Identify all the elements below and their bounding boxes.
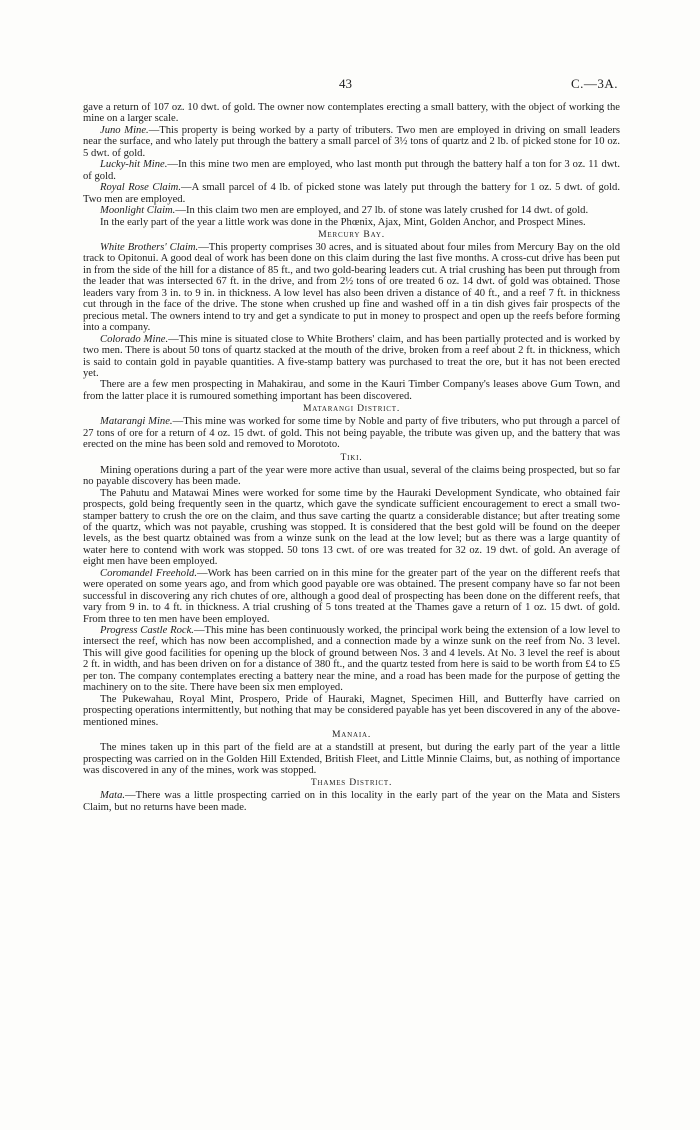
section-heading-mercury-bay: Mercury Bay. — [318, 228, 385, 240]
section-heading-manaia: Manaia. — [331, 729, 372, 741]
page-header — [0, 76, 700, 92]
paragraph: Lucky-hit Mine.—In this mine two men are employed, who last month put through the battery half a ton for 3 oz. 11 dwt. of gold. — [83, 159, 620, 182]
paragraph-title: Matarangi Mine. — [100, 416, 173, 428]
paragraph-title: Mata. — [100, 790, 126, 802]
paragraph-title: Royal Rose Claim. — [100, 182, 181, 194]
paragraph-title: White Brothers' Claim. — [100, 241, 199, 253]
section-heading-matarangi: Matarangi District. — [302, 403, 401, 415]
paragraph: gave a return of 107 oz. 10 dwt. of gold. The owner now contemplates erecting a small battery, with the object of working the mine on a larger scale. — [83, 102, 620, 125]
section-heading-tiki: Tiki. — [340, 451, 363, 463]
paragraph: The Pahutu and Matawai Mines were worked for some time by the Hauraki Development Syndicate, who obtained fair prospects, gold being frequently seen in the quartz, which gave the syndicate sufficient encouragement to erect a small two-stamper battery to crush the ore on the claim, and thus save carting the quartz a considerable distance; but after treating some of the quartz, which was not payable, crushing was stopped. It is considered that the best gold will be found on the deeper levels, as the best quartz obtained was from a winze sunk on the lead at the low level; but as there was a large quantity of water here to contend with work was stopped. 50 tons 13 cwt. of ore was treated for 32 oz. 19 dwt. of gold. An average of eight men have been employed. — [83, 487, 620, 568]
paragraph: In the early part of the year a little work was done in the Phœnix, Ajax, Mint, Golden Anchor, and Prospect Mines. — [100, 216, 586, 228]
document-body — [83, 102, 620, 813]
paragraph-title: Juno Mine. — [100, 124, 149, 136]
paragraph: There are a few men prospecting in Mahakirau, and some in the Kauri Timber Company's leases above Gum Town, and from the latter place it is rumoured something important has been discovered. — [83, 379, 620, 402]
paragraph: Moonlight Claim.—In this claim two men are employed, and 27 lb. of stone was lately crushed for 14 dwt. of gold. — [100, 205, 589, 217]
paragraph: Mining operations during a part of the year were more active than usual, several of the claims being prospected, but so far no payable discovery has been made. — [83, 464, 620, 488]
report-code: C.—3A. — [571, 76, 619, 91]
paragraph-title: Moonlight Claim. — [100, 205, 176, 217]
paragraph-title: Colorado Mine. — [100, 333, 169, 345]
paragraph: Coromandel Freehold.—Work has been carried on in this mine for the greater part of the year on the different reefs that were operated on some years ago, and from which good payable ore was obtained. The present company have so far not been successful in discovering any rich chutes of ore, although a good deal of prospecting has been done on the different reefs, that vary from 9 in. to 4 ft. in thickness. A trial crushing of 5 tons treated at the Thames gave a return of 1 oz. 15 dwt. of gold. From three to ten men have been employed. — [83, 567, 620, 625]
paragraph: Juno Mine.—This property is being worked by a party of tributers. Two men are employed in driving on small leaders near the surface, and who lately put through the battery a small parcel of 3½ tons of quartz and 2 lb. of picked stone for 10 oz. 5 dwt. of gold. — [83, 124, 620, 159]
paragraph-title: Progress Castle Rock. — [100, 625, 194, 637]
paragraph: Progress Castle Rock.—This mine has been continuously worked, the principal work being the extension of a low level to intersect the reef, which has now been accomplished, and a connection made by a winze sunk on the reef from No. 3 level. This will give good facilities for opening up the block of ground between Nos. 3 and 4 levels. At No. 3 level the reef is about 2 ft. in width, and has been driven on for a distance of 380 ft., and the quartz tested from here is said to be worth from £4 to £5 per ton. The company contemplates erecting a battery near the mine, and a road has been made for the purpose of getting the machinery on to the site. There have been six men employed. — [83, 625, 620, 694]
paragraph-title: Coromandel Freehold. — [100, 567, 197, 579]
paragraph-title: Lucky-hit Mine. — [100, 159, 168, 171]
page-number: 43 — [339, 76, 352, 91]
paragraph: Royal Rose Claim.—A small parcel of 4 lb. of picked stone was lately put through the battery for 1 oz. 5 dwt. of gold. Two men are employed. — [83, 182, 620, 205]
paragraph: The Pukewahau, Royal Mint, Prospero, Pride of Hauraki, Magnet, Specimen Hill, and Butterfly have carried on prospecting operations intermittently, but nothing that may be considered payable has yet been discovered in any of the above-mentioned mines. — [83, 693, 620, 728]
paragraph: White Brothers' Claim.—This property comprises 30 acres, and is situated about four miles from Mercury Bay on the old track to Opitonui. A good deal of work has been done on this claim during the last five months. A cross-cut drive has been put in from the side of the hill for a distance of 85 ft., and two gold-bearing leaders cut. A trial crushing has been put through from the leader that was intersected 67 ft. in the drive, and from 2½ tons of ore treated 6 oz. 14 dwt. of gold was obtained. Those leaders vary from 3 in. to 9 in. in thickness. A low level has also been driven a distance of 40 ft., and a reef 7 ft. in thickness cut through in the face of the drive. The stone when crushed up fine and washed off in a tin dish gives fair prospects of the precious metal. The owners intend to try and get a syndicate to put in money to prospect and open up the reefs before forming into a company. — [83, 241, 620, 334]
paragraph: Mata.—There was a little prospecting carried on in this locality in the early part of the year on the Mata and Sisters Claim, but no returns have been made. — [83, 790, 620, 813]
section-heading-thames: Thames District. — [310, 777, 393, 789]
paragraph: Matarangi Mine.—This mine was worked for some time by Noble and party of five tributers, who put through a parcel of 27 tons of ore for a return of 4 oz. 15 dwt. of gold. This not being payable, the tribute was given up, and the battery that was erected on the mine has been sold and removed to Morototo. — [83, 416, 620, 451]
paragraph: Colorado Mine.—This mine is situated close to White Brothers' claim, and has been partially protected and is worked by two men. There is about 50 tons of quartz stacked at the mouth of the drive, broken from a reef about 2 ft. in thickness, which is said to contain gold in payable quantities. A five-stamp battery was purchased to treat the ore, but it has not been erected yet. — [83, 333, 620, 379]
paragraph: The mines taken up in this part of the field are at a standstill at present, but during the early part of the year a little prospecting was carried on in the Golden Hill Extended, British Fleet, and Little Minnie Claims, but, as nothing of importance was discovered in any of the mines, work was stopped. — [83, 742, 620, 777]
